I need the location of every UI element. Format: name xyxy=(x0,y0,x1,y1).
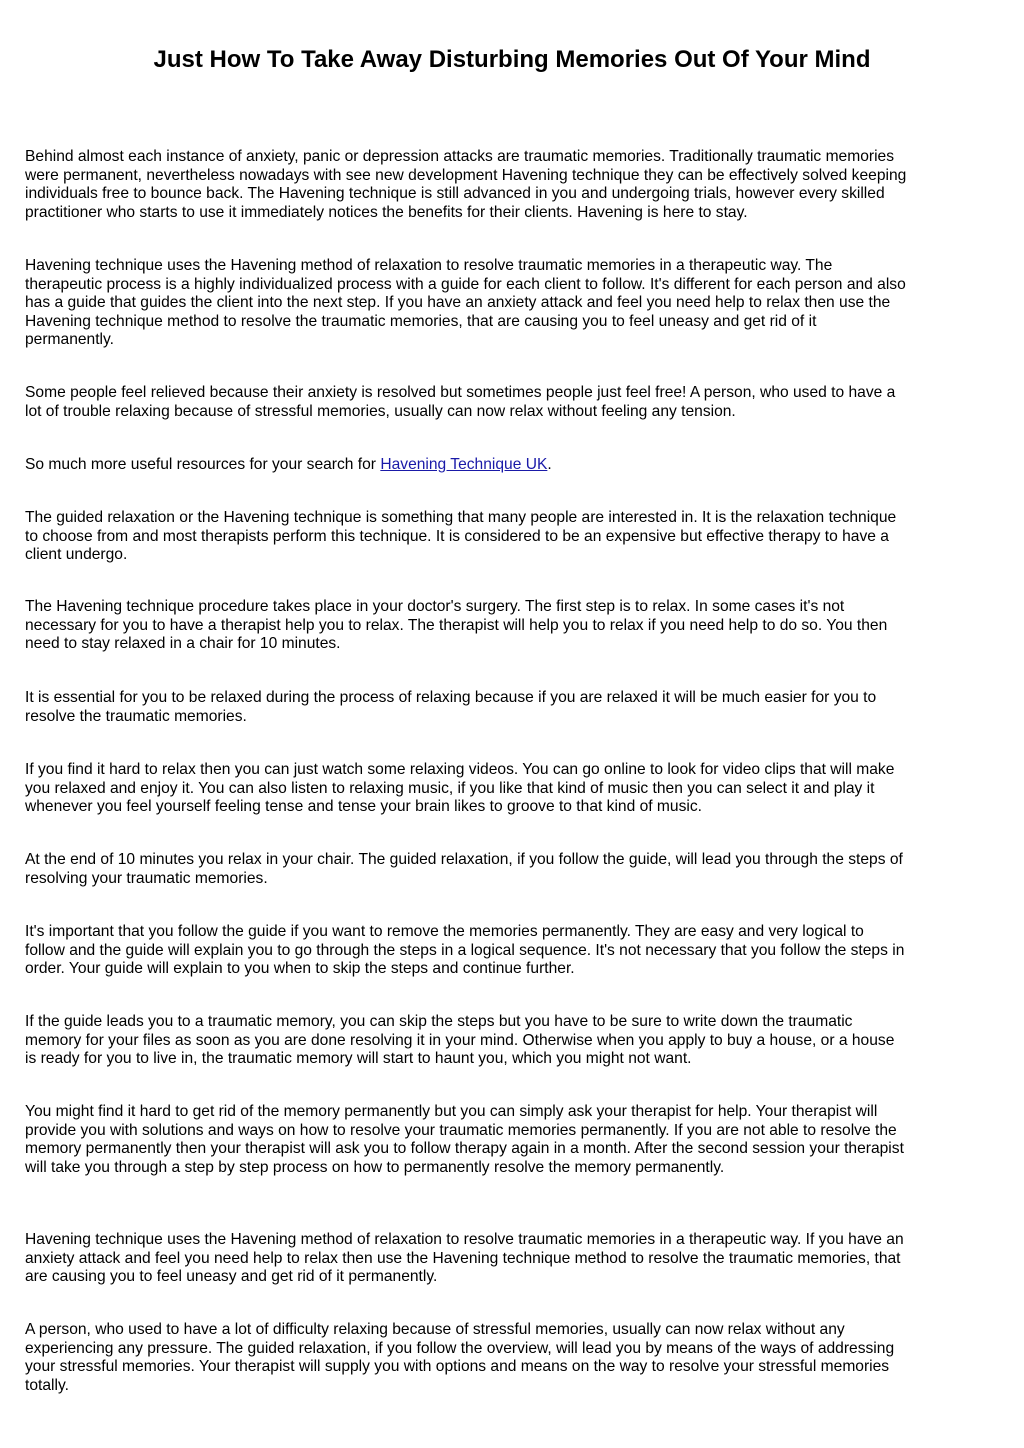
paragraph-line: experiencing any pressure. The guided relaxation, if you follow the overview, will lead you by means of the ways of addressing xyxy=(25,1339,895,1357)
paragraph-line: are causing you to feel uneasy and get rid of it permanently. xyxy=(25,1268,438,1286)
paragraph-line: It's important that you follow the guide if you want to remove the memories permanently. They are easy and very logical to xyxy=(25,923,864,940)
resource-text: So much more useful resources for your search for xyxy=(25,456,381,473)
paragraph-line: The Havening technique procedure takes place in your doctor's surgery. The first step is to relax. In some cases it's not xyxy=(25,598,845,615)
paragraph-line: were permanent, nevertheless nowadays with see new development Havening technique they can be effectively solved keeping xyxy=(25,166,907,184)
paragraph-line: Havening technique uses the Havening method of relaxation to resolve traumatic memories in a therapeutic way. If you have an xyxy=(25,1231,904,1248)
paragraph-line: therapeutic process is a highly individualized process with a guide for each client to follow. It's different for each person and also xyxy=(25,275,906,293)
paragraph-line: is ready for you to live in, the traumatic memory will start to haunt you, which you might not want. xyxy=(25,1050,692,1068)
paragraph-line: memory permanently then your therapist will ask you to follow therapy again in a month. After the second session your therapist xyxy=(25,1140,904,1158)
paragraph-line: whenever you feel yourself feeling tense and tense your brain likes to groove to that kind of music. xyxy=(25,798,702,816)
paragraph-line: If the guide leads you to a traumatic memory, you can skip the steps but you have to be sure to write down the traumatic xyxy=(25,1013,853,1030)
resource-suffix: . xyxy=(547,456,552,473)
paragraph-line: will take you through a step by step process on how to permanently resolve the memory permanently. xyxy=(25,1158,725,1176)
paragraph-line: You might find it hard to get rid of the memory permanently but you can simply ask your therapist for help. Your therapist will xyxy=(25,1103,878,1120)
paragraph-line: anxiety attack and feel you need help to relax then use the Havening technique method to resolve the traumatic memories, that xyxy=(25,1249,901,1267)
paragraph-line: has a guide that guides the client into the next step. If you have an anxiety attack and feel you need help to relax then use the xyxy=(25,294,891,312)
paragraph-7 xyxy=(25,689,1001,726)
paragraph-line: Some people feel relieved because their anxiety is resolved but sometimes people just feel free! A person, who used to have a xyxy=(25,384,896,401)
paragraph-line: lot of trouble relaxing because of stressful memories, usually can now relax without feeling any tension. xyxy=(25,402,736,420)
paragraph-line: Havening technique uses the Havening method of relaxation to resolve traumatic memories in a therapeutic way. The xyxy=(25,257,833,274)
paragraph-9 xyxy=(25,851,1001,888)
paragraph-11 xyxy=(25,1013,1001,1069)
paragraph-line: to choose from and most therapists perform this technique. It is considered to be an expensive but effective therapy to have a xyxy=(25,527,889,545)
paragraph-line: totally. xyxy=(25,1376,69,1394)
paragraph-line: order. Your guide will explain to you when to skip the steps and continue further. xyxy=(25,960,575,978)
paragraph-1 xyxy=(25,148,1001,222)
paragraph-line: resolving your traumatic memories. xyxy=(25,869,268,887)
paragraph-2 xyxy=(25,257,1001,350)
paragraph-line: It is essential for you to be relaxed during the process of relaxing because if you are relaxed it will be much easier for you to xyxy=(25,689,877,706)
paragraph-line: A person, who used to have a lot of difficulty relaxing because of stressful memories, usually can now relax without any xyxy=(25,1321,845,1338)
havening-technique-uk-link[interactable]: Havening Technique UK xyxy=(380,456,548,473)
paragraph-line: provide you with solutions and ways on how to resolve your traumatic memories permanently. If you are not able to resolve the xyxy=(25,1121,897,1139)
paragraph-14 xyxy=(25,1321,1001,1395)
paragraph-4 xyxy=(25,456,1001,475)
paragraph-5 xyxy=(25,509,1001,565)
paragraph-line: follow and the guide will explain you to go through the steps in a logical sequence. It's not necessary that you follow the steps in xyxy=(25,941,905,959)
paragraph-line: necessary for you to have a therapist help you to relax. The therapist will help you to relax if you need help to do so. You then xyxy=(25,616,888,634)
paragraph-13 xyxy=(25,1231,1001,1287)
paragraph-line: client undergo. xyxy=(25,546,128,564)
paragraph-6 xyxy=(25,598,1001,654)
paragraph-line: At the end of 10 minutes you relax in your chair. The guided relaxation, if you follow the guide, will lead you through the steps of xyxy=(25,851,903,868)
paragraph-line: The guided relaxation or the Havening technique is something that many people are interested in. It is the relaxation technique xyxy=(25,509,897,526)
paragraph-line: individuals free to bounce back. The Havening technique is still advanced in you and undergoing trials, however every skilled xyxy=(25,185,885,203)
paragraph-line: your stressful memories. Your therapist will supply you with options and means on the way to resolve your stressful memories xyxy=(25,1358,890,1376)
paragraph-line: you relaxed and enjoy it. You can also listen to relaxing music, if you like that kind of music then you can select it and play it xyxy=(25,779,875,797)
paragraph-line: practitioner who starts to use it immediately notices the benefits for their clients. Havening is here to stay. xyxy=(25,203,748,221)
paragraph-line: need to stay relaxed in a chair for 10 minutes. xyxy=(25,635,341,653)
paragraph-3 xyxy=(25,384,1001,421)
paragraph-line: memory for your files as soon as you are done resolving it in your mind. Otherwise when you apply to buy a house, or a house xyxy=(25,1031,895,1049)
paragraph-line: resolve the traumatic memories. xyxy=(25,707,247,725)
paragraph-line xyxy=(25,456,1001,475)
paragraph-10 xyxy=(25,923,1001,979)
page-title: Just How To Take Away Disturbing Memories Out Of Your Mind xyxy=(153,46,871,73)
paragraph-line: Behind almost each instance of anxiety, panic or depression attacks are traumatic memories. Traditionally traumatic memories xyxy=(25,148,895,165)
paragraph-line: Havening technique method to resolve the traumatic memories, that are causing you to feel uneasy and get rid of it xyxy=(25,312,817,330)
paragraph-line: permanently. xyxy=(25,331,114,349)
paragraph-12 xyxy=(25,1103,1001,1177)
paragraph-8 xyxy=(25,761,1001,817)
paragraph-line: If you find it hard to relax then you can just watch some relaxing videos. You can go online to look for video clips that will make xyxy=(25,761,895,778)
